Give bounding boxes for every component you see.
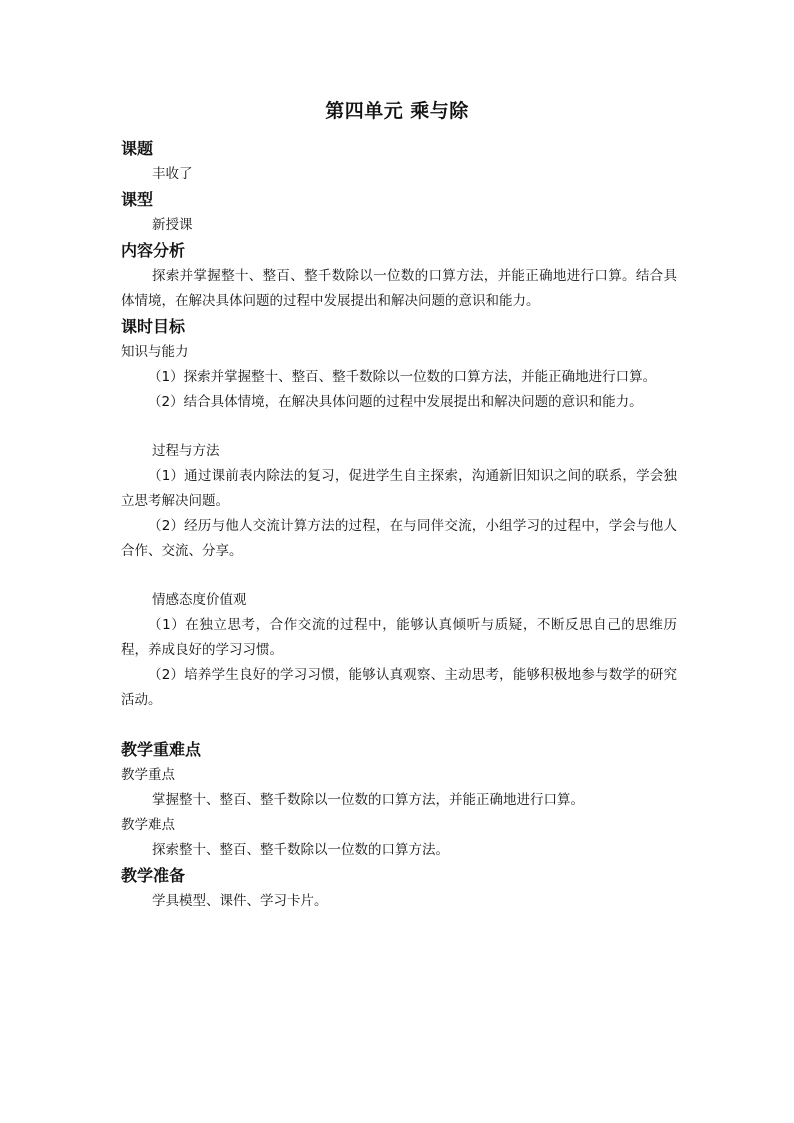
knowledge-item-1: （1）探索并掌握整十、整百、整千数除以一位数的口算方法，并能正确地进行口算。 [148,369,657,385]
emotion-item-2: （2）培养学生良好的学习习惯，能够认真观察、主动思考，能够积极地参与数学的研究活动。 [121,667,677,708]
analysis-heading: 内容分析 [121,241,186,260]
goals-heading: 课时目标 [121,317,186,336]
document-title: 第四单元 乘与除 [325,100,469,122]
emotion-heading: 情感态度价值观 [152,592,247,608]
process-item-1: （1）通过课前表内除法的复习，促进学生自主探索，沟通新旧知识之间的联系，学会独立思考解决问题。 [121,468,677,509]
key-heading: 教学重点 [121,767,175,783]
topic-heading: 课题 [121,139,154,158]
process-item-2: （2）经历与他人交流计算方法的过程，在与同伴交流，小组学习的过程中，学会与他人合作、交流、分享。 [121,518,677,559]
key-text: 掌握整十、整百、整千数除以一位数的口算方法，并能正确地进行口算。 [152,792,584,808]
type-text: 新授课 [152,217,193,233]
knowledge-heading: 知识与能力 [121,344,189,360]
analysis-text: 探索并掌握整十、整百、整千数除以一位数的口算方法，并能正确地进行口算。结合具体情境，在解决具体问题的过程中发展提出和解决问题的意识和能力。 [121,268,677,309]
key-difficult-heading: 教学重难点 [121,740,202,759]
type-heading: 课型 [121,190,154,209]
emotion-item-1: （1）在独立思考，合作交流的过程中，能够认真倾听与质疑，不断反思自己的思维历程，养成良好的学习习惯。 [121,617,677,658]
prep-text: 学具模型、课件、学习卡片。 [152,893,328,909]
topic-text: 丰收了 [152,166,193,182]
process-heading: 过程与方法 [152,443,220,459]
document-body [121,136,677,914]
difficult-text: 探索整十、整百、整千数除以一位数的口算方法。 [152,842,449,858]
prep-heading: 教学准备 [121,866,186,885]
knowledge-item-2: （2）结合具体情境，在解决具体问题的过程中发展提出和解决问题的意识和能力。 [148,394,643,410]
difficult-heading: 教学难点 [121,817,175,833]
